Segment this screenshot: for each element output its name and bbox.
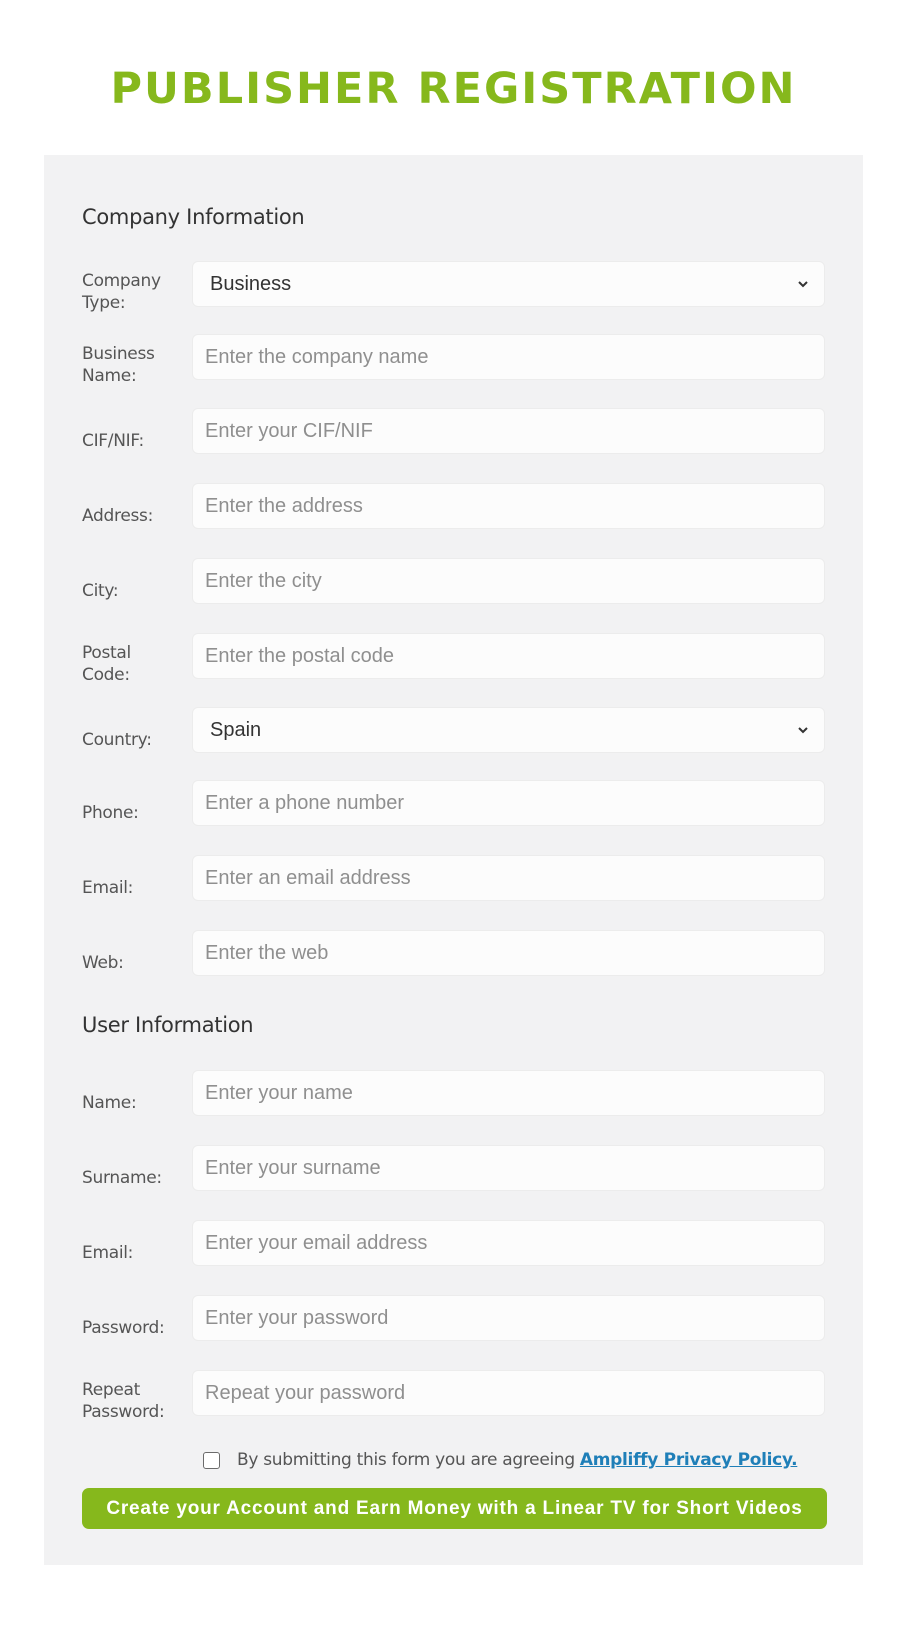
address-input[interactable] xyxy=(192,483,825,529)
privacy-consent-checkbox[interactable] xyxy=(203,1452,220,1469)
password-input[interactable] xyxy=(192,1295,825,1341)
business-name-input[interactable] xyxy=(192,334,825,380)
privacy-consent-text: By submitting this form you are agreeing xyxy=(237,1450,575,1470)
phone-row xyxy=(82,778,827,828)
user-email-input[interactable] xyxy=(192,1220,825,1266)
privacy-policy-link[interactable]: Ampliffy Privacy Policy. xyxy=(579,1450,798,1470)
registration-form xyxy=(44,155,863,1565)
company-email-row xyxy=(82,853,827,903)
company-information-heading: Company Information xyxy=(82,205,305,229)
postal-code-label: Postal Code: xyxy=(82,643,131,685)
country-select[interactable] xyxy=(192,707,825,753)
address-row xyxy=(82,481,827,531)
page-title: PUBLISHER REGISTRATION xyxy=(110,64,797,114)
country-label: Country: xyxy=(82,730,152,750)
user-information-heading: User Information xyxy=(82,1013,254,1037)
repeat-password-row xyxy=(82,1368,827,1422)
surname-input[interactable] xyxy=(192,1145,825,1191)
company-email-label: Email: xyxy=(82,878,134,898)
company-type-select[interactable] xyxy=(192,261,825,307)
name-row xyxy=(82,1068,827,1118)
city-row xyxy=(82,556,827,606)
cif-nif-label: CIF/NIF: xyxy=(82,431,144,451)
city-label: City: xyxy=(82,581,119,601)
country-row xyxy=(82,705,827,755)
password-row xyxy=(82,1293,827,1343)
chevron-down-icon xyxy=(796,723,810,737)
postal-code-input[interactable] xyxy=(192,633,825,679)
create-account-button[interactable]: Create your Account and Earn Money with a Linear TV for Short Videos xyxy=(82,1488,827,1529)
company-type-label: Company Type: xyxy=(82,271,161,313)
repeat-password-input[interactable] xyxy=(192,1370,825,1416)
name-label: Name: xyxy=(82,1093,137,1113)
business-name-label: Business Name: xyxy=(82,344,155,386)
phone-label: Phone: xyxy=(82,803,139,823)
business-name-row xyxy=(82,332,827,386)
country-value: Spain xyxy=(210,718,262,741)
web-input[interactable] xyxy=(192,930,825,976)
chevron-down-icon xyxy=(796,277,810,291)
cif-nif-row xyxy=(82,406,827,456)
surname-label: Surname: xyxy=(82,1168,162,1188)
address-label: Address: xyxy=(82,506,154,526)
repeat-password-label: Repeat Password: xyxy=(82,1380,165,1422)
phone-input[interactable] xyxy=(192,780,825,826)
user-email-row xyxy=(82,1218,827,1268)
password-label: Password: xyxy=(82,1318,165,1338)
user-email-label: Email: xyxy=(82,1243,134,1263)
cif-nif-input[interactable] xyxy=(192,408,825,454)
company-type-value: Business xyxy=(210,272,292,295)
name-input[interactable] xyxy=(192,1070,825,1116)
company-email-input[interactable] xyxy=(192,855,825,901)
postal-code-row xyxy=(82,631,827,685)
surname-row xyxy=(82,1143,827,1193)
web-label: Web: xyxy=(82,953,124,973)
web-row xyxy=(82,928,827,978)
company-type-row xyxy=(82,259,827,313)
privacy-consent xyxy=(203,1443,823,1477)
city-input[interactable] xyxy=(192,558,825,604)
